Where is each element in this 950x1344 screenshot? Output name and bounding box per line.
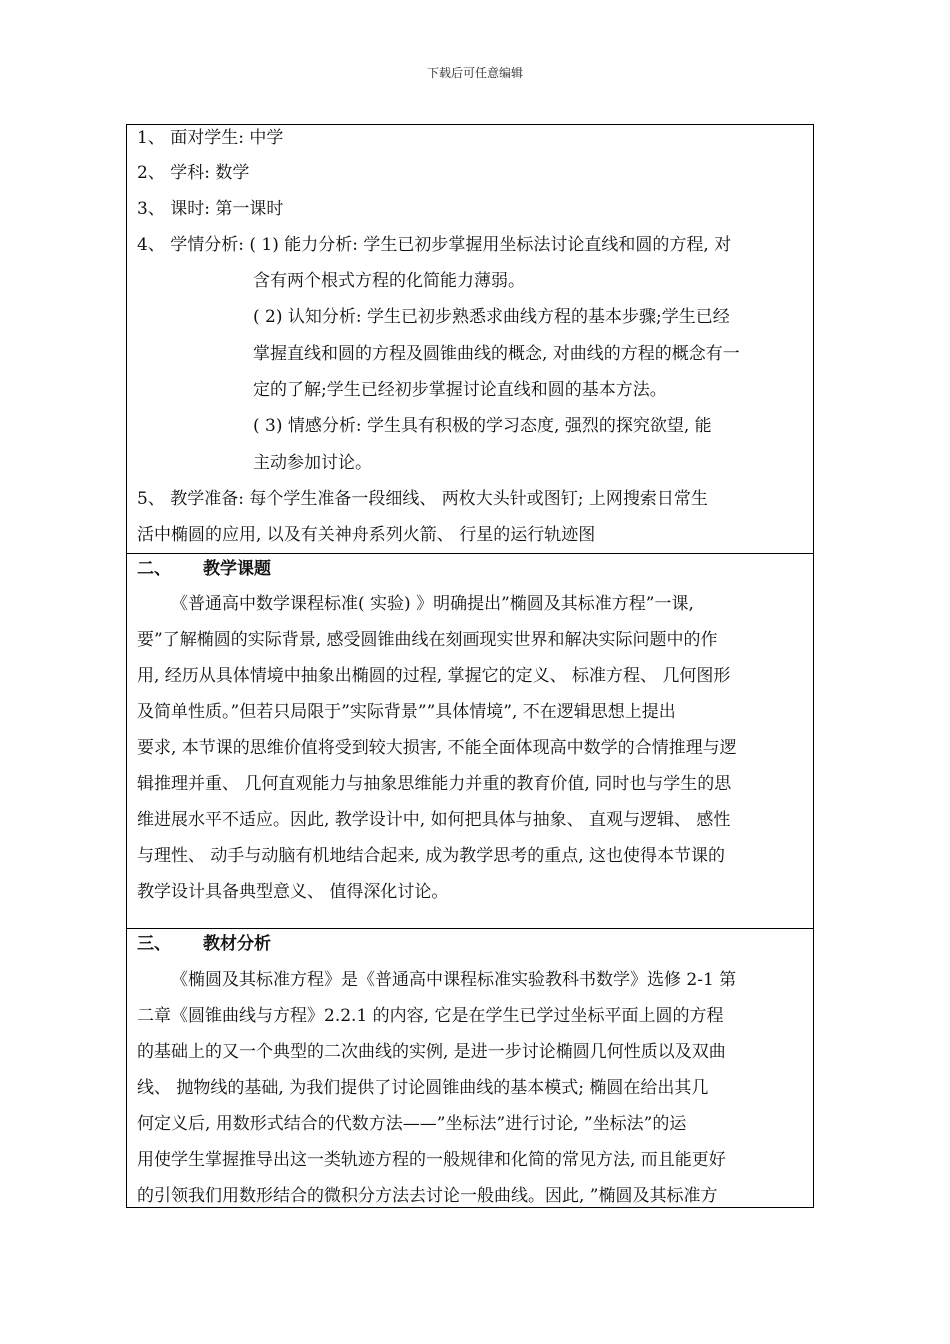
page-header: 下载后可任意编辑: [426, 66, 523, 80]
paragraph-line: 二章《圆锥曲线与方程》2.2.1 的内容, 它是在学生已学过坐标平面上圆的方程: [137, 1006, 724, 1026]
paragraph-line: 线、 抛物线的基础, 为我们提供了讨论圆锥曲线的基本模式; 椭圆在给出其几: [137, 1078, 709, 1098]
info-line: 活中椭圆的应用, 以及有关神舟系列火箭、 行星的运行轨迹图: [137, 525, 596, 545]
paragraph-line: 要”了解椭圆的实际背景, 感受圆锥曲线在刻画现实世界和解决实际问题中的作: [137, 630, 718, 650]
paragraph-line: 《椭圆及其标准方程》是《普通高中课程标准实验教科书数学》选修 2-1 第: [171, 970, 737, 990]
paragraph-line: 何定义后, 用数形式结合的代数方法——”坐标法”进行讨论, ”坐标法”的运: [137, 1114, 687, 1134]
lesson-plan-table: [126, 124, 814, 1208]
info-line: 含有两个根式方程的化简能力薄弱。: [253, 271, 525, 291]
info-line: 掌握直线和圆的方程及圆锥曲线的概念, 对曲线的方程的概念有一: [253, 344, 740, 364]
paragraph-line: 《普通高中数学课程标准( 实验) 》明确提出”椭圆及其标准方程”一课,: [171, 594, 694, 614]
info-line: 1、 面对学生: 中学: [137, 128, 284, 148]
paragraph-line: 用使学生掌握推导出这一类轨迹方程的一般规律和化简的常见方法, 而且能更好: [137, 1150, 726, 1170]
paragraph-line: 的引领我们用数形结合的微积分方法去讨论一般曲线。因此, ”椭圆及其标准方: [137, 1186, 718, 1206]
textbook-analysis-cell: [127, 929, 813, 1209]
basic-info-cell: [127, 125, 813, 554]
paragraph-line: 用, 经历从具体情境中抽象出椭圆的过程, 掌握它的定义、 标准方程、 几何图形: [137, 666, 731, 686]
info-line: ( 2) 认知分析: 学生已初步熟悉求曲线方程的基本步骤;学生已经: [253, 307, 730, 327]
info-line: 3、 课时: 第一课时: [137, 199, 284, 219]
paragraph-line: 辑推理并重、 几何直观能力与抽象思维能力并重的教育价值, 同时也与学生的思: [137, 774, 732, 794]
info-line: 4、 学情分析: ( 1) 能力分析: 学生已初步掌握用坐标法讨论直线和圆的方程, 对: [137, 235, 732, 255]
section-number: 二、: [137, 559, 171, 579]
teaching-topic-cell: [127, 554, 813, 929]
paragraph-line: 维进展水平不适应。因此, 教学设计中, 如何把具体与抽象、 直观与逻辑、 感性: [137, 810, 731, 830]
info-line: 5、 教学准备: 每个学生准备一段细线、 两枚大头针或图钉; 上网搜索日常生: [137, 489, 708, 509]
info-line: ( 3) 情感分析: 学生具有积极的学习态度, 强烈的探究欲望, 能: [253, 416, 712, 436]
info-line: 定的了解;学生已经初步掌握讨论直线和圆的基本方法。: [253, 380, 667, 400]
info-line: 主动参加讨论。: [253, 453, 372, 473]
info-line: 2、 学科: 数学: [137, 163, 250, 183]
section-title: 教材分析: [203, 934, 271, 954]
section-title: 教学课题: [203, 559, 271, 579]
paragraph-line: 与理性、 动手与动脑有机地结合起来, 成为教学思考的重点, 这也使得本节课的: [137, 846, 726, 866]
paragraph-line: 要求, 本节课的思维价值将受到较大损害, 不能全面体现高中数学的合情推理与逻: [137, 738, 737, 758]
paragraph-line: 教学设计具备典型意义、 值得深化讨论。: [137, 882, 449, 902]
section-number: 三、: [137, 934, 171, 954]
paragraph-line: 的基础上的又一个典型的二次曲线的实例, 是进一步讨论椭圆几何性质以及双曲: [137, 1042, 726, 1062]
paragraph-line: 及简单性质。”但若只局限于”实际背景””具体情境”, 不在逻辑思想上提出: [137, 702, 676, 722]
